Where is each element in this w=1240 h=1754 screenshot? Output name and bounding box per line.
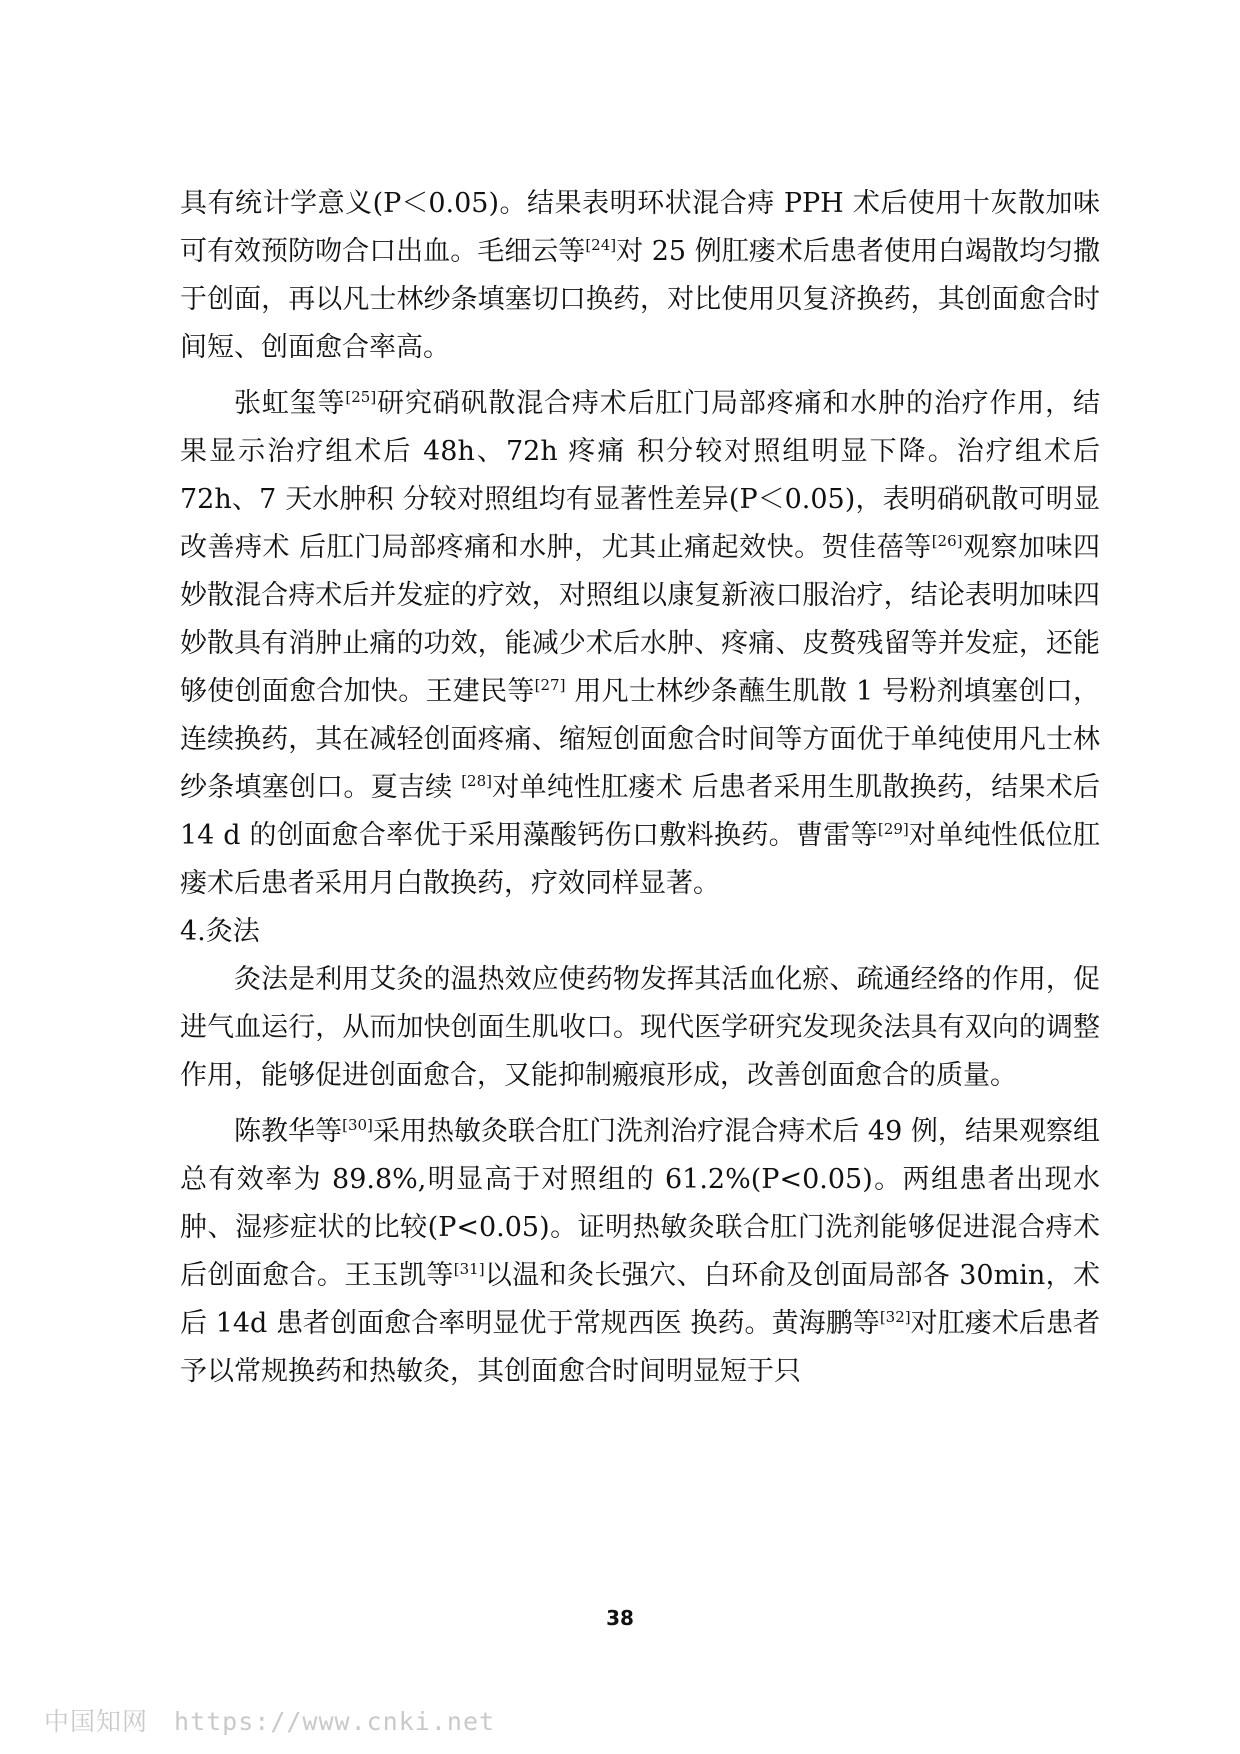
- paragraph: [180, 1108, 1100, 1396]
- paragraph: 灸法是利用艾灸的温热效应使药物发挥其活血化瘀、疏通经络的作用，促进气血运行，从而加快创面生肌收口。现代医学研究发现灸法具有双向的调整作用，能够促进创面愈合，又能抑制瘢痕形成，改善创面愈合的质量。: [180, 964, 1100, 1091]
- page-number: 38: [606, 1606, 634, 1630]
- section-heading: 4.灸法: [180, 916, 260, 947]
- watermark-url: https://www.cnki.net: [174, 1707, 496, 1736]
- citation-ref[interactable]: [28]: [461, 772, 492, 790]
- citation-ref[interactable]: [31]: [453, 1260, 485, 1278]
- paragraph-text: 对单纯性低位肛瘘术后患者采用月白散换药，疗效同样显著。: [180, 820, 1100, 899]
- citation-ref[interactable]: [29]: [877, 820, 909, 838]
- body-text: [180, 180, 1100, 1396]
- paragraph-text: 观察加味四妙散混合痔术后并发症的疗效，对照组以康复新液口服治疗，结论表明加味四妙散具有消肿止痛的功效，能减少术后水肿、疼痛、皮赘残留等并发症，还能够使创面愈合加快。王建民等: [180, 532, 1101, 707]
- paragraph-text: 采用热敏灸联合肛门洗剂治疗混合痔术后 49 例，结果观察组总有效率为 89.8%,明显高于对照组的 61.2%(P<0.05)。两组患者出现水肿、湿疹症状的比较(P<0.05)。证明热敏灸联合肛门洗剂能够促进混合痔术后创面愈合。王玉凯等: [180, 1116, 1100, 1291]
- paragraph-text: 研究硝矾散混合痔术后肛门局部疼痛和水肿的治疗作用，结果显示治疗组术后 48h、72h 疼痛 积分较对照组明显下降。治疗组术后 72h、7 天水肿积 分较对照组均有显著性差异(P＜0.05)，表明硝矾散可明显改善痔术 后肛门局部疼痛和水肿，尤其止痛起效快。贺佳蓓等: [180, 388, 1101, 563]
- paragraph-text: 用凡士林纱条蘸生肌散 1 号粉剂填塞创口，连续换药，其在减轻创面疼痛、缩短创面愈合时间等方面优于单纯使用凡士林纱条填塞创口。夏吉续: [180, 676, 1100, 803]
- paragraph: [180, 180, 1100, 372]
- paragraph-text: 陈教华等: [234, 1116, 343, 1147]
- paragraph-text: 对肛瘘术后患者予以常规换药和热敏灸，其创面愈合时间明显短于只: [180, 1308, 1101, 1387]
- citation-ref[interactable]: [26]: [931, 532, 963, 550]
- citation-ref[interactable]: [24]: [585, 236, 617, 254]
- citation-ref[interactable]: [25]: [345, 388, 377, 406]
- paragraph-text: 以温和灸长强穴、白环俞及创面局部各 30min，术后 14d 患者创面愈合率明显优于常规西医 换药。黄海鹏等: [180, 1260, 1100, 1339]
- citation-ref[interactable]: [27]: [534, 676, 566, 694]
- paragraph-text: 对单纯性肛瘘术 后患者采用生肌散换药，结果术后 14 d 的创面愈合率优于采用藻酸钙伤口敷料换药。曹雷等: [180, 772, 1100, 851]
- citation-ref[interactable]: [32]: [879, 1308, 911, 1326]
- citation-ref[interactable]: [30]: [342, 1116, 373, 1134]
- cnki-watermark: [44, 1702, 495, 1738]
- paragraph-text: 张虹玺等: [234, 388, 346, 419]
- paragraph: [180, 380, 1100, 908]
- paragraph-text: 具有统计学意义(P＜0.05)。结果表明环状混合痔 PPH 术后使用十灰散加味可有效预防吻合口出血。毛细云等: [180, 188, 1100, 267]
- paragraph-text: 对 25 例肛瘘术后患者使用白竭散均匀撒于创面，再以凡士林纱条填塞切口换药，对比使用贝复济换药，其创面愈合时间短、创面愈合率高。: [180, 236, 1100, 363]
- watermark-site-name: 中国知网: [44, 1707, 149, 1736]
